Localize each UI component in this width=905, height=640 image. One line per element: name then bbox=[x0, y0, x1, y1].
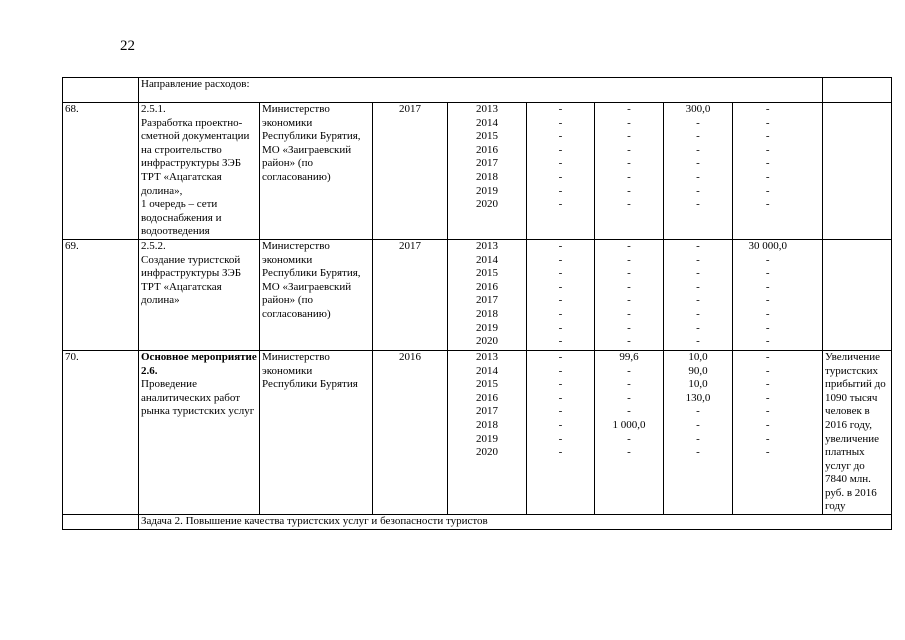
amount-value: - bbox=[627, 294, 631, 307]
amount-value: - bbox=[627, 253, 631, 266]
amount-value: - bbox=[627, 280, 631, 293]
year-value: 2020 bbox=[476, 198, 498, 211]
year-list bbox=[448, 239, 527, 350]
expected-result: Увеличение туристских прибытий до 1090 тысяч человек в 2016 году, увеличение платных услуг до 7840 млн. руб. в 2016 году bbox=[823, 350, 892, 514]
amount-value: - bbox=[765, 267, 770, 280]
start-year: 2017 bbox=[373, 239, 448, 350]
measure-name bbox=[139, 350, 260, 514]
amount-value: - bbox=[765, 405, 770, 418]
amount-value: - bbox=[765, 432, 770, 445]
year-value: 2017 bbox=[476, 405, 498, 418]
amount-value: - bbox=[627, 157, 631, 170]
amount-value: - bbox=[765, 130, 770, 143]
amount-value: - bbox=[627, 143, 631, 156]
amount-value: - bbox=[765, 143, 770, 156]
amount-value: - bbox=[627, 170, 631, 183]
year-value: 2014 bbox=[476, 253, 498, 266]
amount-value: - bbox=[627, 405, 631, 418]
page-number: 22 bbox=[120, 38, 135, 54]
year-value: 2015 bbox=[476, 130, 498, 143]
amount-value: - bbox=[558, 280, 563, 293]
amount-value: - bbox=[558, 253, 563, 266]
amount-value: - bbox=[627, 116, 631, 129]
value-column-c bbox=[664, 103, 733, 240]
table-row bbox=[63, 103, 892, 240]
amount-value: - bbox=[765, 103, 770, 115]
amount-value: - bbox=[765, 170, 770, 183]
amount-value: - bbox=[696, 253, 700, 266]
year-value: 2018 bbox=[476, 170, 498, 183]
year-list bbox=[448, 103, 527, 240]
amount-value: - bbox=[627, 391, 631, 404]
amount-value: - bbox=[558, 184, 563, 197]
value-column-d bbox=[733, 239, 803, 350]
amount-value: 30 000,0 bbox=[748, 239, 787, 252]
amount-value: - bbox=[558, 198, 563, 211]
amount-value: - bbox=[558, 170, 563, 183]
year-value: 2017 bbox=[476, 157, 498, 170]
amount-value: - bbox=[627, 103, 631, 115]
year-value: 2016 bbox=[476, 280, 498, 293]
section-header: Направление расходов: bbox=[139, 78, 823, 103]
amount-value: - bbox=[765, 157, 770, 170]
amount-value: - bbox=[696, 432, 700, 445]
amount-value: - bbox=[627, 321, 631, 334]
amount-value: - bbox=[558, 143, 563, 156]
amount-value: - bbox=[696, 446, 700, 459]
amount-value: - bbox=[696, 184, 700, 197]
amount-value: - bbox=[765, 116, 770, 129]
start-year: 2017 bbox=[373, 103, 448, 240]
year-value: 2013 bbox=[476, 239, 498, 252]
amount-value: - bbox=[558, 239, 563, 252]
year-value: 2013 bbox=[476, 103, 498, 115]
amount-value: - bbox=[558, 364, 563, 377]
amount-value: - bbox=[696, 198, 700, 211]
year-value: 2019 bbox=[476, 184, 498, 197]
amount-value: - bbox=[696, 130, 700, 143]
table-row bbox=[63, 239, 892, 350]
year-value: 2016 bbox=[476, 143, 498, 156]
value-column-c bbox=[664, 350, 733, 514]
header-result-cell bbox=[823, 78, 892, 103]
amount-value: 300,0 bbox=[685, 103, 711, 115]
amount-value: - bbox=[558, 335, 563, 348]
amount-value: - bbox=[558, 378, 563, 391]
value-column-d bbox=[733, 103, 803, 240]
value-column-a bbox=[527, 350, 595, 514]
amount-value: - bbox=[696, 239, 700, 252]
amount-value: - bbox=[696, 294, 700, 307]
amount-value: - bbox=[696, 143, 700, 156]
amount-value: 99,6 bbox=[619, 350, 639, 363]
amount-value: - bbox=[558, 350, 563, 363]
value-column-b bbox=[595, 350, 664, 514]
amount-value: - bbox=[627, 432, 631, 445]
year-value: 2017 bbox=[476, 294, 498, 307]
amount-value: - bbox=[627, 364, 631, 377]
value-column-a bbox=[527, 239, 595, 350]
amount-value: - bbox=[627, 184, 631, 197]
year-value: 2018 bbox=[476, 307, 498, 320]
expected-result bbox=[823, 103, 892, 240]
amount-value: - bbox=[765, 335, 770, 348]
measure-title-bold: Основное мероприятие 2.6. bbox=[141, 350, 257, 377]
executor: Министерство экономики Республики Бурятия bbox=[260, 350, 373, 514]
spacer-cell bbox=[803, 239, 823, 350]
amount-value: - bbox=[627, 267, 631, 280]
amount-value: 1 000,0 bbox=[612, 418, 646, 431]
amount-value: - bbox=[696, 307, 700, 320]
amount-value: - bbox=[627, 307, 631, 320]
year-value: 2018 bbox=[476, 418, 498, 431]
year-value: 2015 bbox=[476, 267, 498, 280]
amount-value: - bbox=[558, 130, 563, 143]
executor: Министерство экономики Республики Бурятия, МО «Заиграевский район» (по согласованию) bbox=[260, 103, 373, 240]
section-header-row bbox=[63, 78, 892, 103]
task-row bbox=[63, 515, 892, 530]
executor: Министерство экономики Республики Бурятия, МО «Заиграевский район» (по согласованию) bbox=[260, 239, 373, 350]
value-column-d bbox=[733, 350, 803, 514]
amount-value: - bbox=[765, 418, 770, 431]
expected-result bbox=[823, 239, 892, 350]
amount-value: - bbox=[627, 446, 631, 459]
amount-value: 10,0 bbox=[688, 350, 708, 363]
amount-value: - bbox=[558, 391, 563, 404]
amount-value: - bbox=[696, 157, 700, 170]
value-column-b bbox=[595, 239, 664, 350]
amount-value: - bbox=[627, 130, 631, 143]
amount-value: - bbox=[696, 280, 700, 293]
table-row bbox=[63, 350, 892, 514]
measure-title: 2.5.1. Разработка проектно-сметной документации на строительство инфраструктуры ЗЭБ ТРТ «Ацагатская долина», 1 очередь – сети водоснабжения и водоотведения bbox=[141, 103, 250, 238]
value-column-b bbox=[595, 103, 664, 240]
row-number: 68. bbox=[63, 103, 139, 240]
amount-value: - bbox=[765, 378, 770, 391]
amount-value: - bbox=[765, 350, 770, 363]
row-number: 69. bbox=[63, 239, 139, 350]
amount-value: - bbox=[765, 321, 770, 334]
year-value: 2014 bbox=[476, 116, 498, 129]
amount-value: - bbox=[627, 335, 631, 348]
amount-value: - bbox=[696, 418, 700, 431]
amount-value: - bbox=[558, 307, 563, 320]
amount-value: - bbox=[558, 103, 563, 115]
header-num-cell bbox=[63, 78, 139, 103]
amount-value: - bbox=[627, 239, 631, 252]
spacer-cell bbox=[803, 350, 823, 514]
amount-value: - bbox=[696, 116, 700, 129]
amount-value: - bbox=[558, 418, 563, 431]
measure-title: 2.5.2. Создание туристской инфраструктуры ЗЭБ ТРТ «Ацагатская долина» bbox=[141, 239, 242, 307]
amount-value: 90,0 bbox=[688, 364, 708, 377]
amount-value: - bbox=[765, 307, 770, 320]
amount-value: - bbox=[627, 378, 631, 391]
amount-value: 10,0 bbox=[688, 378, 708, 391]
measure-name bbox=[139, 239, 260, 350]
row-number: 70. bbox=[63, 350, 139, 514]
year-list bbox=[448, 350, 527, 514]
amount-value: - bbox=[696, 405, 700, 418]
amount-value: - bbox=[765, 294, 770, 307]
measure-name bbox=[139, 103, 260, 240]
amount-value: - bbox=[765, 184, 770, 197]
amount-value: - bbox=[558, 294, 563, 307]
amount-value: - bbox=[765, 280, 770, 293]
amount-value: 130,0 bbox=[685, 391, 711, 404]
amount-value: - bbox=[558, 116, 563, 129]
year-value: 2020 bbox=[476, 335, 498, 348]
task-title: Задача 2. Повышение качества туристских услуг и безопасности туристов bbox=[139, 515, 892, 530]
expenses-table bbox=[62, 77, 892, 530]
amount-value: - bbox=[765, 198, 770, 211]
amount-value: - bbox=[765, 253, 770, 266]
measure-title: Проведение аналитических работ рынка туристских услуг bbox=[141, 378, 255, 418]
amount-value: - bbox=[558, 321, 563, 334]
value-column-c bbox=[664, 239, 733, 350]
year-value: 2015 bbox=[476, 378, 498, 391]
amount-value: - bbox=[765, 446, 770, 459]
amount-value: - bbox=[765, 364, 770, 377]
task-num-cell bbox=[63, 515, 139, 530]
year-value: 2016 bbox=[476, 391, 498, 404]
year-value: 2014 bbox=[476, 364, 498, 377]
value-column-a bbox=[527, 103, 595, 240]
amount-value: - bbox=[558, 405, 563, 418]
amount-value: - bbox=[765, 391, 770, 404]
amount-value: - bbox=[696, 170, 700, 183]
amount-value: - bbox=[558, 446, 563, 459]
amount-value: - bbox=[696, 321, 700, 334]
amount-value: - bbox=[627, 198, 631, 211]
year-value: 2013 bbox=[476, 350, 498, 363]
start-year: 2016 bbox=[373, 350, 448, 514]
year-value: 2019 bbox=[476, 321, 498, 334]
year-value: 2020 bbox=[476, 446, 498, 459]
spacer-cell bbox=[803, 103, 823, 240]
amount-value: - bbox=[696, 335, 700, 348]
amount-value: - bbox=[558, 157, 563, 170]
amount-value: - bbox=[696, 267, 700, 280]
amount-value: - bbox=[558, 267, 563, 280]
amount-value: - bbox=[558, 432, 563, 445]
year-value: 2019 bbox=[476, 432, 498, 445]
